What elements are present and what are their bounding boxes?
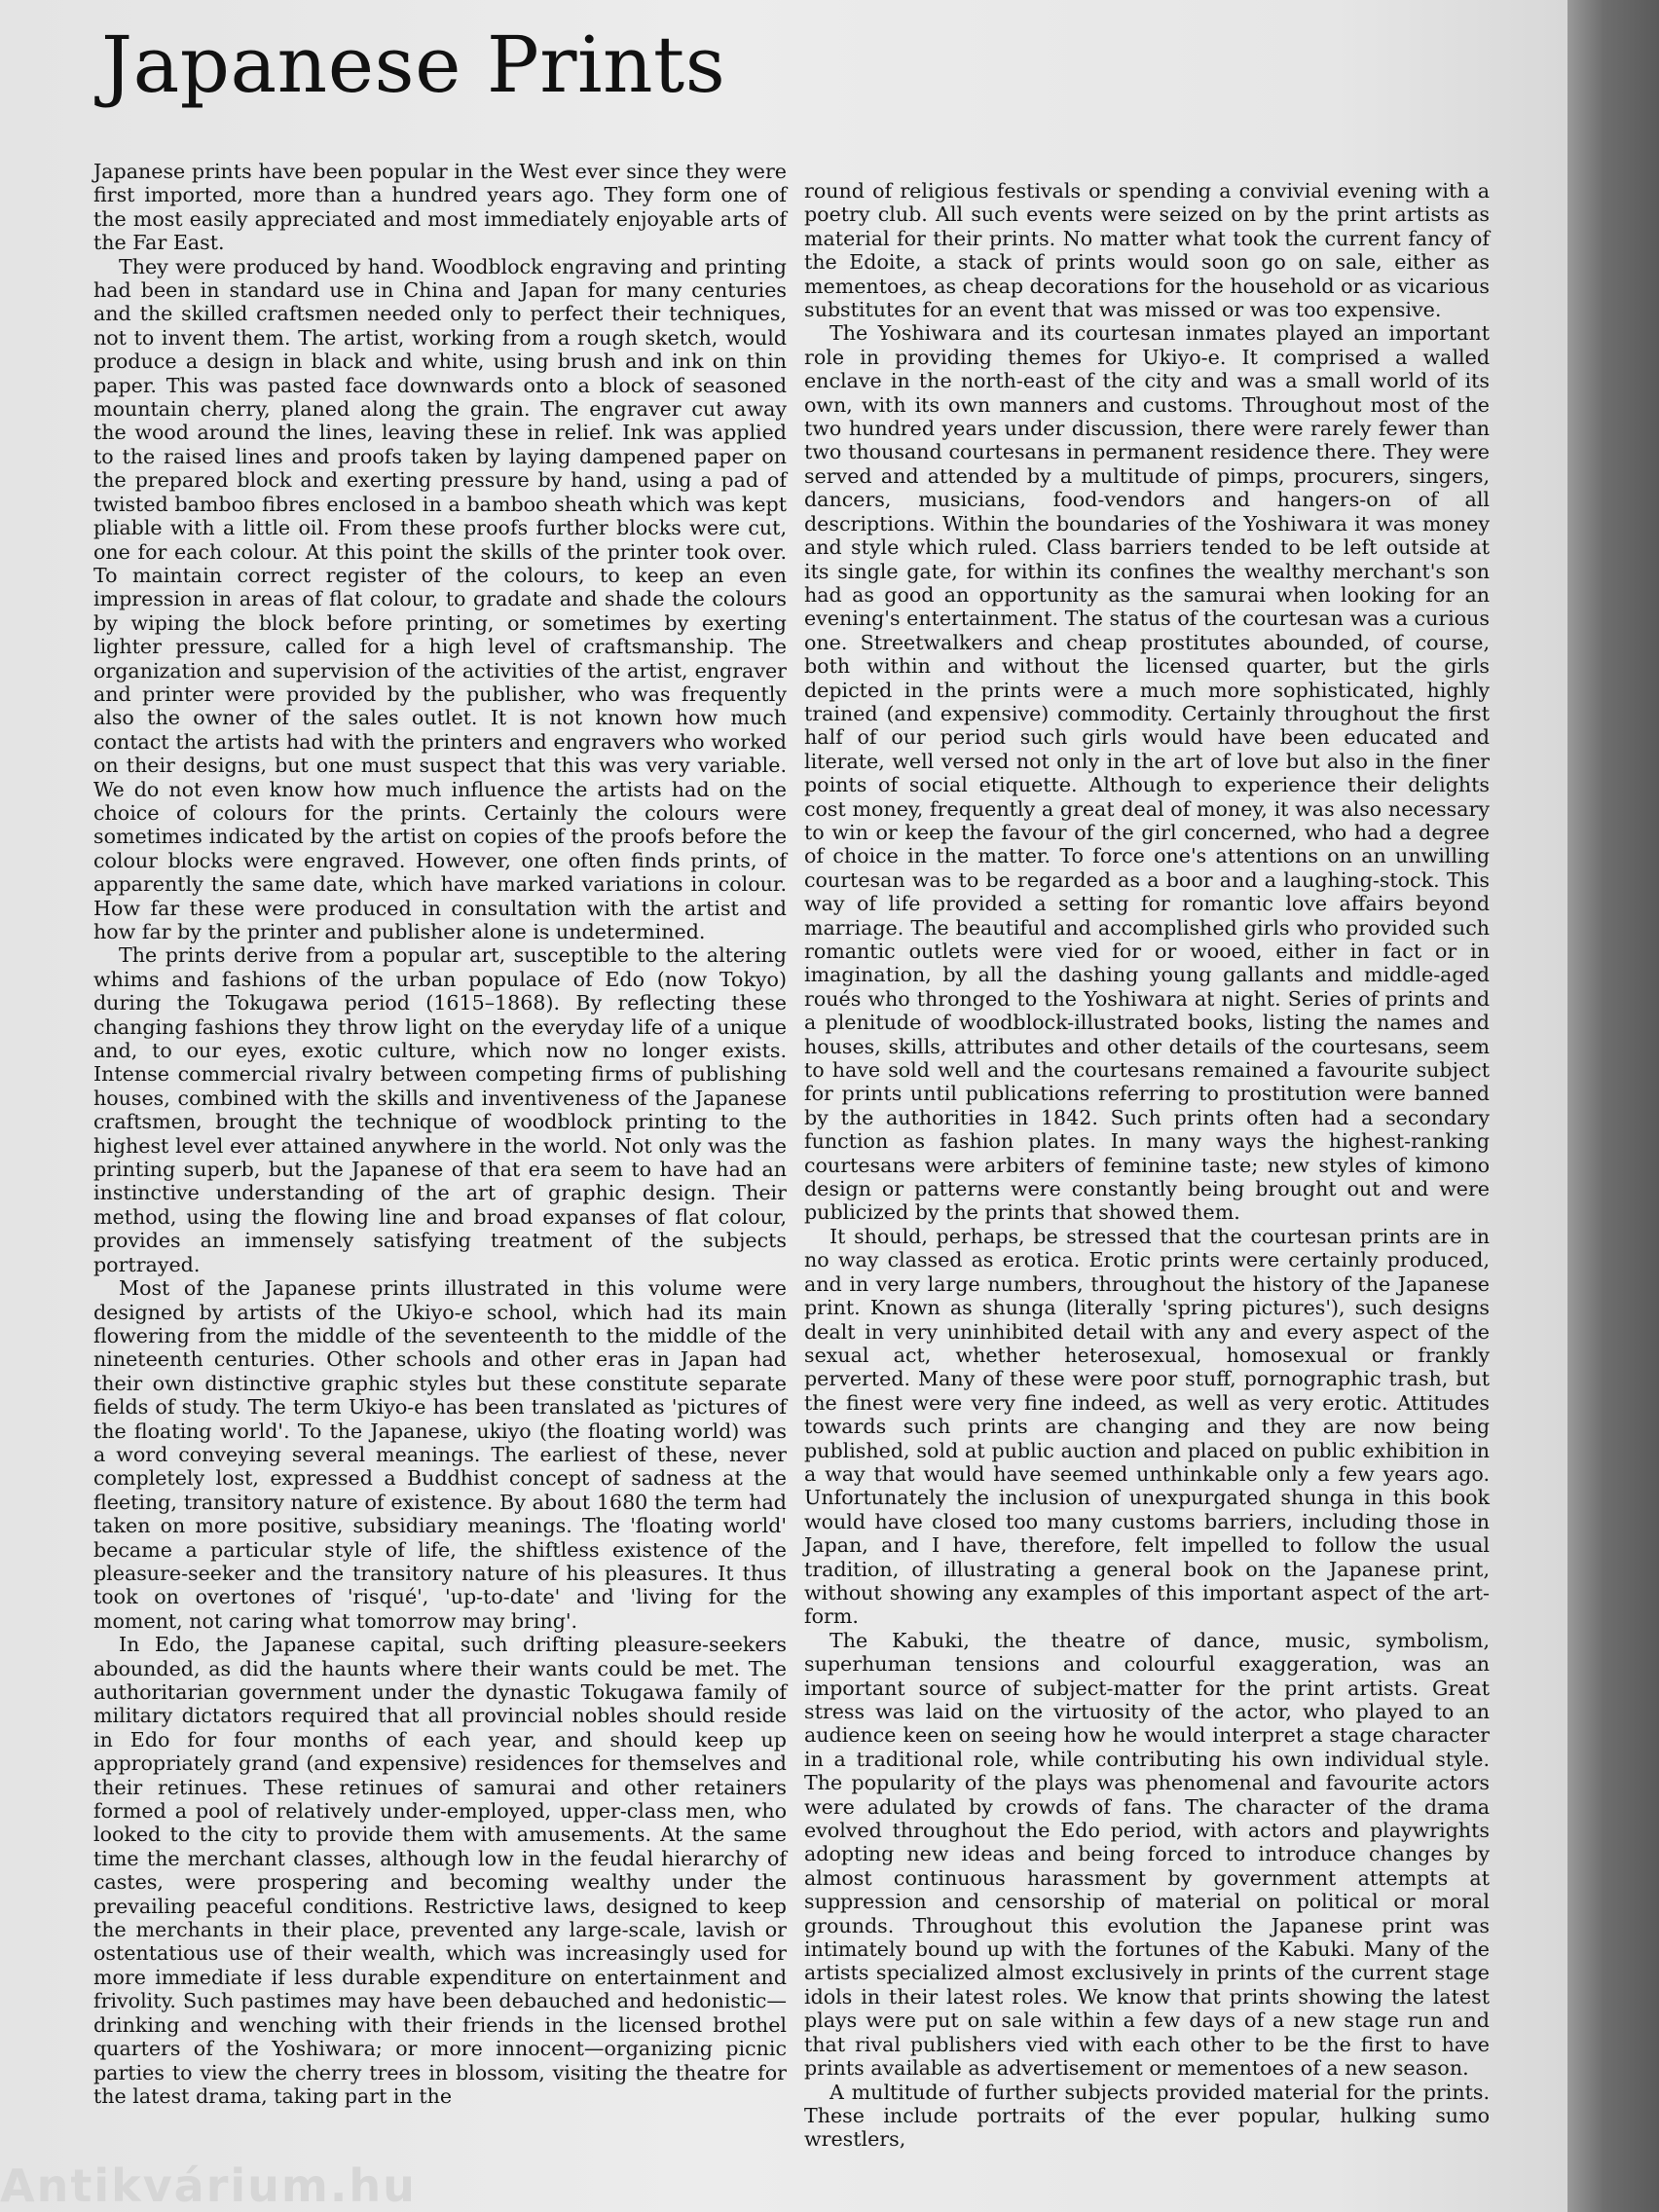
paragraph: A multitude of further subjects provided material for the prints. These include portraits of the ever popular, hulking sumo wrestlers, [804, 2080, 1490, 2152]
page-edge-shadow [1567, 0, 1659, 2212]
left-text-column [93, 160, 787, 2108]
paragraph: It should, perhaps, be stressed that the courtesan prints are in no way classed as erotica. Erotic prints were certainly produced, and in very large numbers, throughout the history of the Japanese print. Known as shunga (literally 'spring pictures'), such designs dealt in very uninhibited detail with any and every aspect of the sexual act, whether heterosexual, homosexual or frankly perverted. Many of these were poor stuff, pornographic trash, but the finest were very fine indeed, as well as very erotic. Attitudes towards such prints are changing and they are now being published, sold at public auction and placed on public exhibition in a way that would have seemed unthinkable only a few years ago. Unfortunately the inclusion of unexpurgated shunga in this book would have closed too many customs barriers, including those in Japan, and I have, therefore, felt impelled to follow the usual tradition, of illustrating a general book on the Japanese print, without showing any examples of this important aspect of the art-form. [804, 1224, 1490, 1629]
page-title: Japanese Prints [101, 19, 726, 110]
paragraph: Japanese prints have been popular in the West ever since they were first imported, more than a hundred years ago. They form one of the most easily appreciated and most immediately enjoyable arts of the Far East. [93, 160, 787, 255]
paragraph: The prints derive from a popular art, susceptible to the altering whims and fashions of the urban populace of Edo (now Tokyo) during the Tokugawa period (1615–1868). By reflecting these changing fashions they throw light on the everyday life of a unique and, to our eyes, exotic culture, which now no longer exists. Intense commercial rivalry between competing firms of publishing houses, combined with the skills and inventiveness of the Japanese craftsmen, brought the technique of woodblock printing to the highest level ever attained anywhere in the world. Not only was the printing superb, but the Japanese of that era seem to have had an instinctive understanding of the art of graphic design. Their method, using the flowing line and broad expanses of flat colour, provides an immensely satisfying treatment of the subjects portrayed. [93, 943, 787, 1276]
paragraph: Most of the Japanese prints illustrated in this volume were designed by artists of the Ukiyo-e school, which had its main flowering from the middle of the seventeenth to the middle of the nineteenth centuries. Other schools and other eras in Japan had their own distinctive graphic styles but these constitute separate fields of study. The term Ukiyo-e has been translated as 'pictures of the floating world'. To the Japanese, ukiyo (the floating world) was a word conveying several meanings. The earliest of these, never completely lost, expressed a Buddhist concept of sadness at the fleeting, transitory nature of existence. By about 1680 the term had taken on more positive, subsidiary meanings. The 'floating world' became a particular style of life, the shiftless existence of the pleasure-seeker and the transitory nature of his pleasures. It thus took on overtones of 'risqué', 'up-to-date' and 'living for the moment, not caring what tomorrow may bring'. [93, 1276, 787, 1633]
watermark: Antikvárium.hu [0, 2159, 417, 2212]
paragraph: They were produced by hand. Woodblock engraving and printing had been in standard use in China and Japan for many centuries and the skilled craftsmen needed only to perfect their techniques, not to invent them. The artist, working from a rough sketch, would produce a design in black and white, using brush and ink on thin paper. This was pasted face downwards onto a block of seasoned mountain cherry, planed along the grain. The engraver cut away the wood around the lines, leaving these in relief. Ink was applied to the raised lines and proofs taken by laying dampened paper on the prepared block and exerting pressure by hand, using a pad of twisted bamboo fibres enclosed in a bamboo sheath which was kept pliable with a little oil. From these proofs further blocks were cut, one for each colour. At this point the skills of the printer took over. To maintain correct register of the colours, to keep an even impression in areas of flat colour, to gradate and shade the colours by wiping the block before printing, or sometimes by exerting lighter pressure, called for a high level of craftsmanship. The organization and supervision of the activities of the artist, engraver and printer were provided by the publisher, who was frequently also the owner of the sales outlet. It is not known how much contact the artists had with the printers and engravers who worked on their designs, but one must suspect that this was very variable. We do not even know how much influence the artists had on the choice of colours for the prints. Certainly the colours were sometimes indicated by the artist on copies of the proofs before the colour blocks were engraved. However, one often finds prints, of apparently the same date, which have marked variations in colour. How far these were produced in consultation with the artist and how far by the printer and publisher alone is undetermined. [93, 254, 787, 943]
paragraph: The Yoshiwara and its courtesan inmates played an important role in providing themes for Ukiyo-e. It comprised a walled enclave in the north-east of the city and was a small world of its own, with its own manners and customs. Throughout most of the two hundred years under discussion, there were rarely fewer than two thousand courtesans in permanent residence there. They were served and attended by a multitude of pimps, procurers, singers, dancers, musicians, food-vendors and hangers-on of all descriptions. Within the boundaries of the Yoshiwara it was money and style which ruled. Class barriers tended to be left outside at its single gate, for within its confines the wealthy merchant's son had as good an opportunity as the samurai when looking for an evening's entertainment. The status of the courtesan was a curious one. Streetwalkers and cheap prostitutes abounded, of course, both within and without the licensed quarter, but the girls depicted in the prints were a much more sophisticated, highly trained (and expensive) commodity. Certainly throughout the first half of our period such girls would have been educated and literate, well versed not only in the art of love but also in the finer points of social etiquette. Although to experience their delights cost money, frequently a great deal of money, it was also necessary to win or keep the favour of the girl concerned, who had a degree of choice in the matter. To force one's attentions on an unwilling courtesan was to be regarded as a boor and a laughing-stock. This way of life provided a setting for romantic love affairs beyond marriage. The beautiful and accomplished girls who provided such romantic outlets were vied for or wooed, either in fact or in imagination, by all the dashing young gallants and middle-aged roués who thronged to the Yoshiwara at night. Series of prints and a plenitude of woodblock-illustrated books, listing the names and houses, skills, attributes and other details of the courtesans, seem to have sold well and the courtesans remained a favourite subject for prints until publications referring to prostitution were banned by the authorities in 1842. Such prints often had a secondary function as fashion plates. In many ways the highest-ranking courtesans were arbiters of feminine taste; new styles of kimono design or patterns were constantly being brought out and were publicized by the prints that showed them. [804, 321, 1490, 1225]
paragraph: The Kabuki, the theatre of dance, music, symbolism, superhuman tensions and colourful exaggeration, was an important source of subject-matter for the print artists. Great stress was laid on the virtuosity of the actor, who played to an audience keen on seeing how he would interpret a stage character in a traditional role, while contributing his own individual style. The popularity of the plays was phenomenal and favourite actors were adulated by crowds of fans. The character of the drama evolved throughout the Edo period, with actors and playwrights adopting new ideas and being forced to introduce changes by almost continuous harassment by government attempts at suppression and censorship of material on political or moral grounds. Throughout this evolution the Japanese print was intimately bound up with the fortunes of the Kabuki. Many of the artists specialized almost exclusively in prints of the current stage idols in their latest roles. We know that prints showing the latest plays were put on sale within a few days of a new stage run and that rival publishers vied with each other to be the first to have prints available as advertisement or mementoes of a new season. [804, 1628, 1490, 2081]
paragraph: In Edo, the Japanese capital, such drifting pleasure-seekers abounded, as did the haunts where their wants could be met. The authoritarian government under the dynastic Tokugawa family of military dictators required that all provincial nobles should reside in Edo for four months of each year, and should keep up appropriately grand (and expensive) residences for themselves and their retinues. These retinues of samurai and other retainers formed a pool of relatively under-employed, upper-class men, who looked to the city to provide them with amusements. At the same time the merchant classes, although low in the feudal hierarchy of castes, were prospering and becoming wealthy under the prevailing peaceful conditions. Restrictive laws, designed to keep the merchants in their place, prevented any large-scale, lavish or ostentatious use of their wealth, which was increasingly used for more immediate if less durable expenditure on entertainment and frivolity. Such pastimes may have been debauched and hedonistic—drinking and wenching with their friends in the licensed brothel quarters of the Yoshiwara; or more innocent—organizing picnic parties to view the cherry trees in blossom, visiting the theatre for the latest drama, taking part in the [93, 1633, 787, 2108]
paragraph: round of religious festivals or spending a convivial evening with a poetry club. All such events were seized on by the print artists as material for their prints. No matter what took the current fancy of the Edoite, a stack of prints would soon go on sale, either as mementoes, as cheap decorations for the household or as vicarious substitutes for an event that was missed or was too expensive. [804, 179, 1490, 322]
right-text-column [804, 179, 1490, 2152]
